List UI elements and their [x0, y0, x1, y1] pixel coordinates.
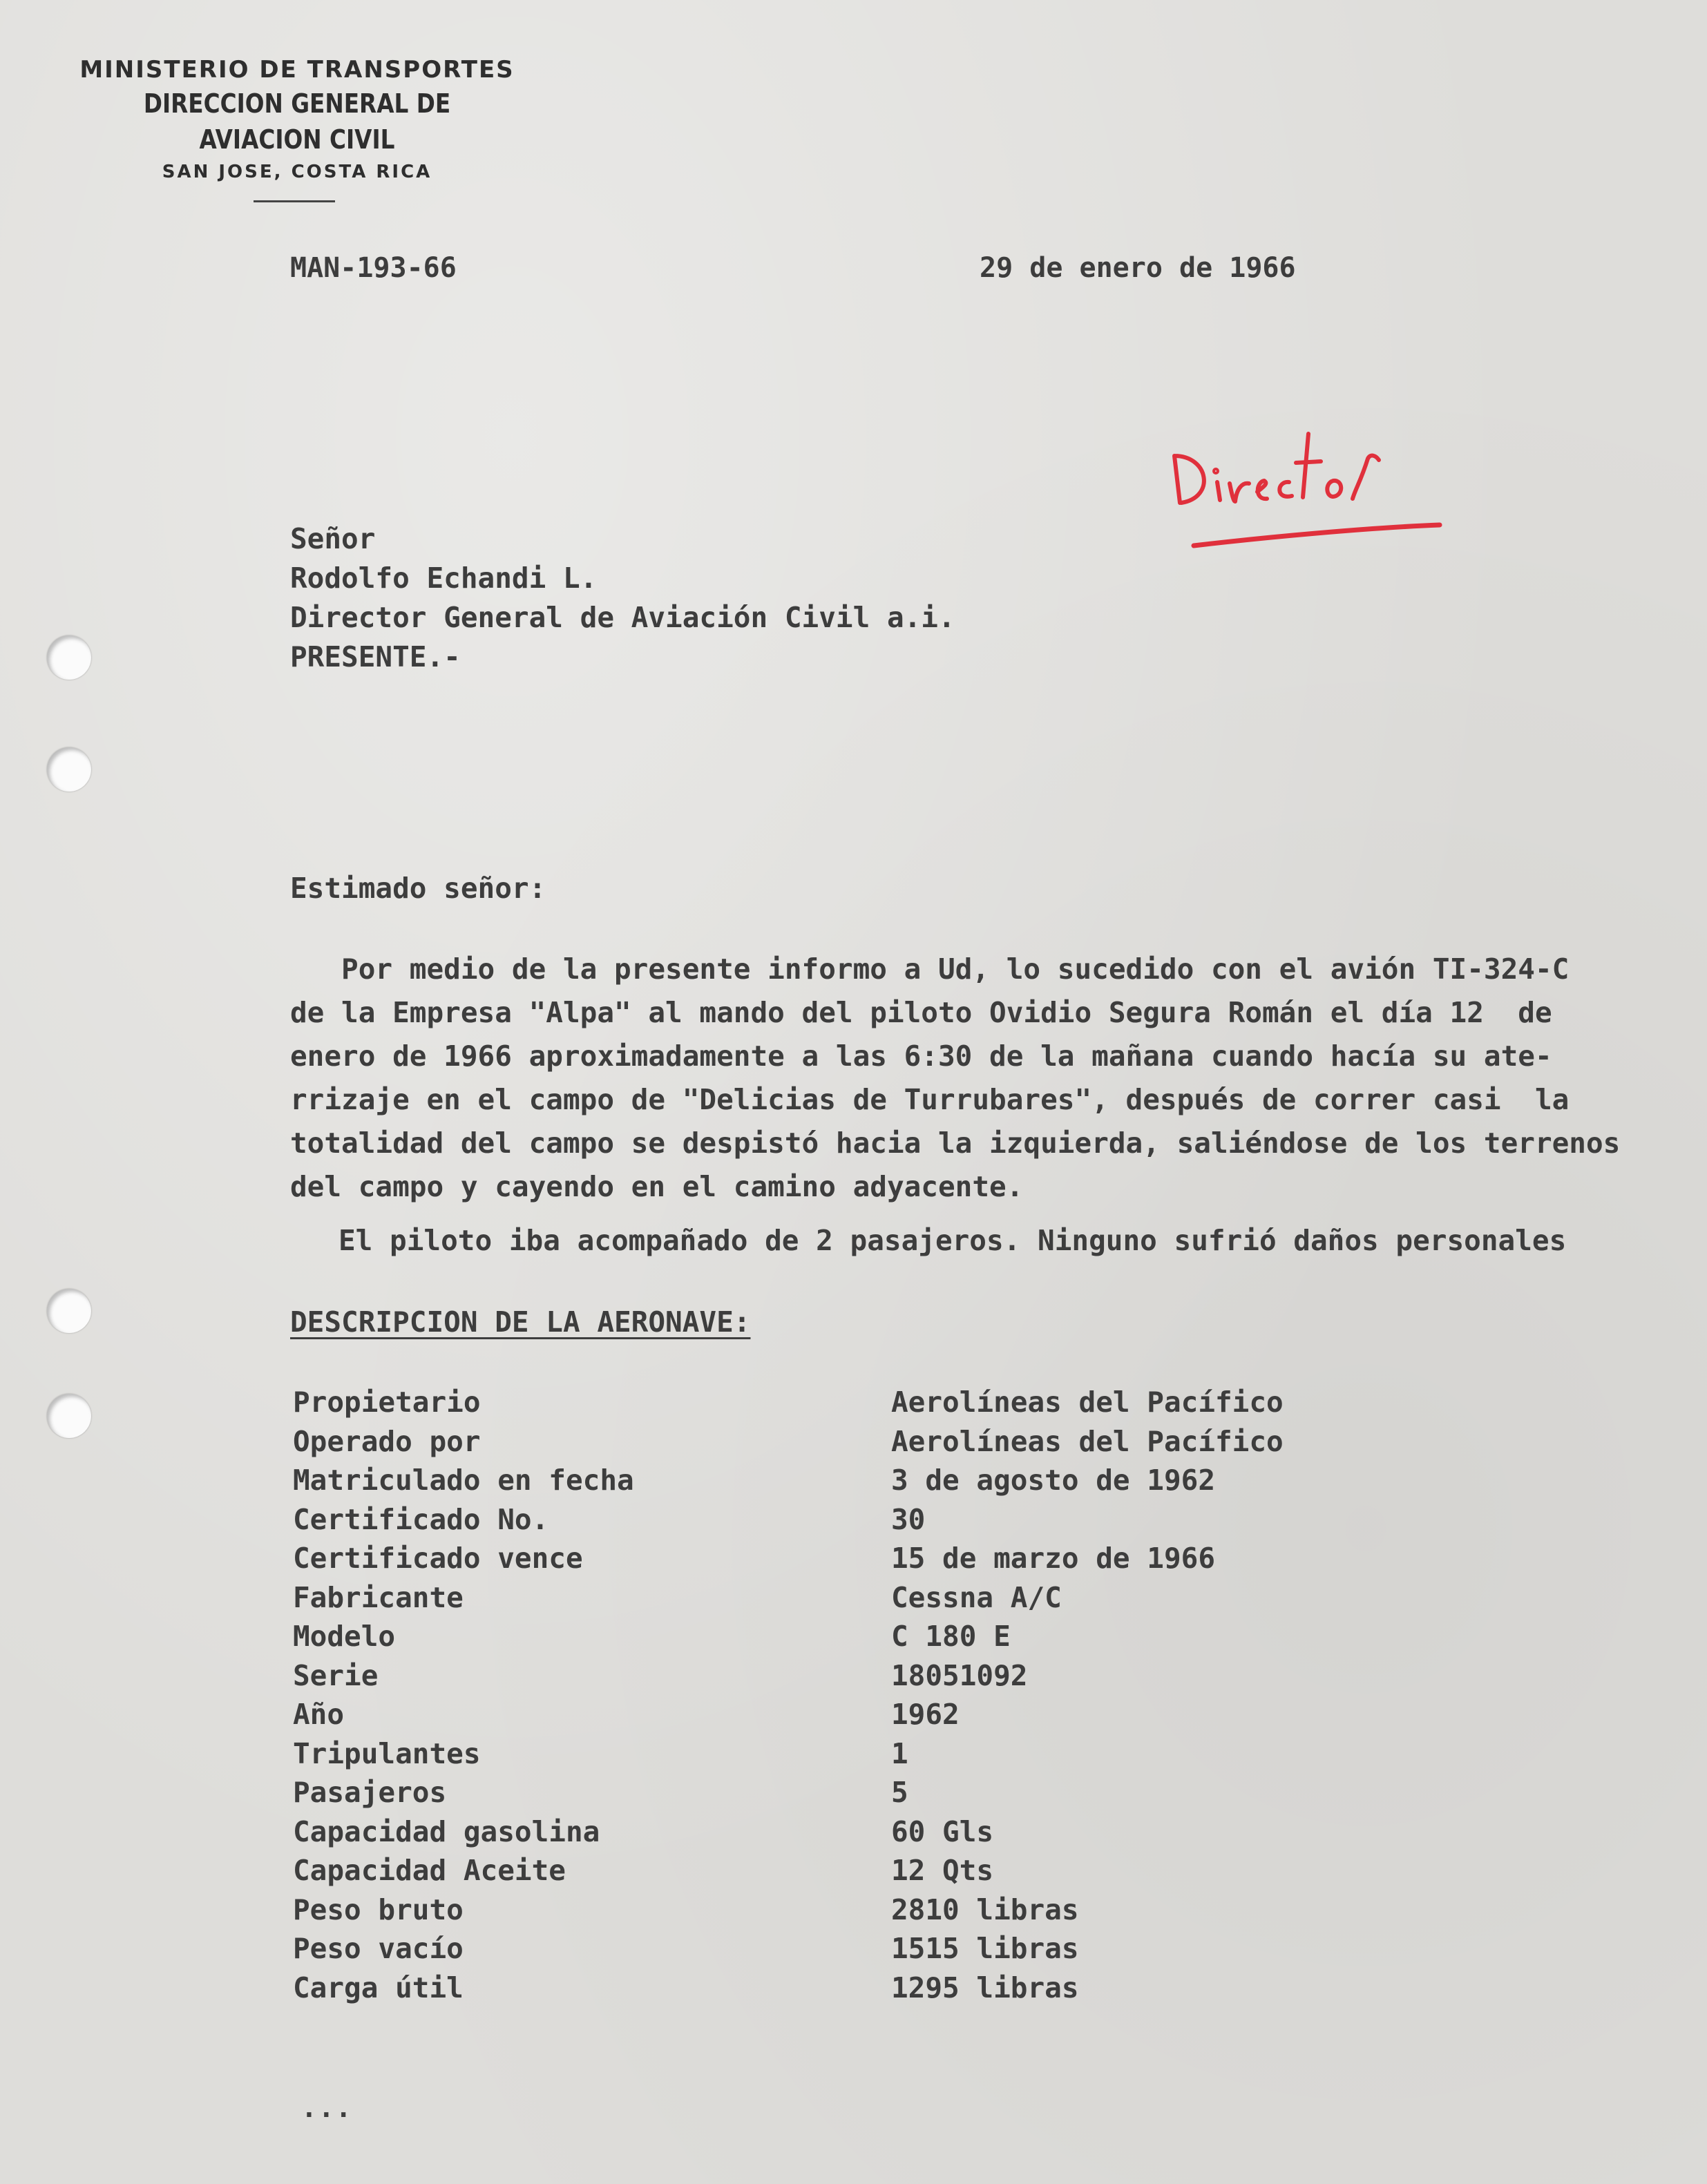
- section-title-aircraft: DESCRIPCION DE LA AERONAVE:: [290, 1305, 751, 1339]
- spec-value: 30: [891, 1502, 926, 1536]
- table-row: [293, 1773, 1398, 1812]
- letterhead-directorate: DIRECCION GENERAL DE AVIACION CIVIL: [143, 88, 451, 155]
- spec-label: Certificado vence: [293, 1542, 583, 1575]
- table-row: [293, 1812, 1398, 1852]
- addressee-name: Rodolfo Echandi L.: [290, 562, 598, 595]
- spec-value: C 180 E: [891, 1620, 1011, 1654]
- addressee-block: [290, 519, 955, 677]
- spec-label: Tripulantes: [293, 1736, 481, 1770]
- letter-date: 29 de enero de 1966: [980, 252, 1296, 284]
- addressee-title: Señor: [290, 522, 376, 555]
- body-paragraph-2: El piloto iba acompañado de 2 pasajeros. Ninguno sufrió daños personales: [338, 1224, 1567, 1257]
- table-row: [293, 1422, 1398, 1462]
- spec-value: 3 de agosto de 1962: [891, 1464, 1215, 1497]
- letterhead-ministry: MINISTERIO DE TRANSPORTES: [79, 56, 515, 84]
- paragraph-line: de la Empresa "Alpa" al mando del piloto Ovidio Segura Román el día 12 de: [290, 996, 1552, 1029]
- spec-value: Aerolíneas del Pacífico: [891, 1424, 1284, 1458]
- spec-value: 1295 libras: [891, 1971, 1079, 2004]
- paragraph-line: del campo y cayendo en el camino adyacente.: [290, 1170, 1024, 1203]
- table-row: [293, 1500, 1398, 1540]
- spec-value: 60 Gls: [891, 1814, 994, 1848]
- table-row: [293, 1969, 1398, 2008]
- table-row: [293, 1383, 1398, 1422]
- table-row: [293, 1851, 1398, 1890]
- spec-value: 1962: [891, 1698, 960, 1732]
- spec-value: 1: [891, 1736, 908, 1770]
- table-row: [293, 1461, 1398, 1500]
- spec-label: Peso bruto: [293, 1893, 464, 1926]
- spec-label: Serie: [293, 1658, 379, 1692]
- salutation: Estimado señor:: [290, 872, 546, 905]
- punch-hole: [47, 1289, 91, 1333]
- letterhead-rule: [254, 200, 335, 202]
- punch-hole: [47, 1394, 91, 1438]
- spec-label: Operado por: [293, 1424, 481, 1458]
- table-row: [293, 1929, 1398, 1969]
- spec-label: Propietario: [293, 1386, 481, 1419]
- spec-value: Aerolíneas del Pacífico: [891, 1386, 1284, 1419]
- paragraph-line: totalidad del campo se despistó hacia la izquierda, saliéndose de los terrenos: [290, 1127, 1621, 1160]
- aircraft-specs-table: [293, 1383, 1398, 2007]
- spec-label: Carga útil: [293, 1971, 464, 2004]
- letterhead-city: SAN JOSE, COSTA RICA: [162, 162, 432, 182]
- spec-value: 12 Qts: [891, 1854, 994, 1888]
- spec-label: Capacidad gasolina: [293, 1814, 600, 1848]
- table-row: [293, 1890, 1398, 1930]
- spec-label: Fabricante: [293, 1580, 464, 1614]
- table-row: [293, 1578, 1398, 1618]
- reference-number: MAN-193-66: [290, 252, 457, 284]
- spec-label: Pasajeros: [293, 1776, 447, 1810]
- addressee-presente: PRESENTE.-: [290, 640, 461, 673]
- table-row: [293, 1656, 1398, 1696]
- spec-value: 15 de marzo de 1966: [891, 1542, 1215, 1575]
- table-row: [293, 1617, 1398, 1656]
- spec-value: 2810 libras: [891, 1893, 1079, 1926]
- spec-label: Modelo: [293, 1620, 396, 1654]
- spec-value: Cessna A/C: [891, 1580, 1062, 1614]
- spec-label: Peso vacío: [293, 1932, 464, 1966]
- letterhead: [76, 54, 518, 202]
- paragraph-line: enero de 1966 aproximadamente a las 6:30 de la mañana cuando hacía su ate-: [290, 1040, 1552, 1073]
- table-row: [293, 1539, 1398, 1578]
- spec-label: Año: [293, 1698, 345, 1732]
- paragraph-line: rrizaje en el campo de "Delicias de Turrubares", después de correr casi la: [290, 1083, 1570, 1116]
- spec-label: Matriculado en fecha: [293, 1464, 634, 1497]
- table-row: [293, 1695, 1398, 1734]
- addressee-position: Director General de Aviación Civil a.i.: [290, 601, 955, 634]
- punch-hole: [47, 635, 91, 680]
- handwritten-note-director: [1161, 414, 1451, 566]
- continuation-mark: ...: [301, 2093, 353, 2123]
- paragraph-line: Por medio de la presente informo a Ud, lo sucedido con el avión TI-324-C: [290, 952, 1570, 986]
- spec-value: 5: [891, 1776, 908, 1810]
- spec-value: 18051092: [891, 1658, 1028, 1692]
- table-row: [293, 1734, 1398, 1774]
- body-paragraph-1: [290, 948, 1621, 1209]
- spec-value: 1515 libras: [891, 1932, 1079, 1966]
- spec-label: Capacidad Aceite: [293, 1854, 566, 1888]
- punch-hole: [47, 747, 91, 792]
- spec-label: Certificado No.: [293, 1502, 549, 1536]
